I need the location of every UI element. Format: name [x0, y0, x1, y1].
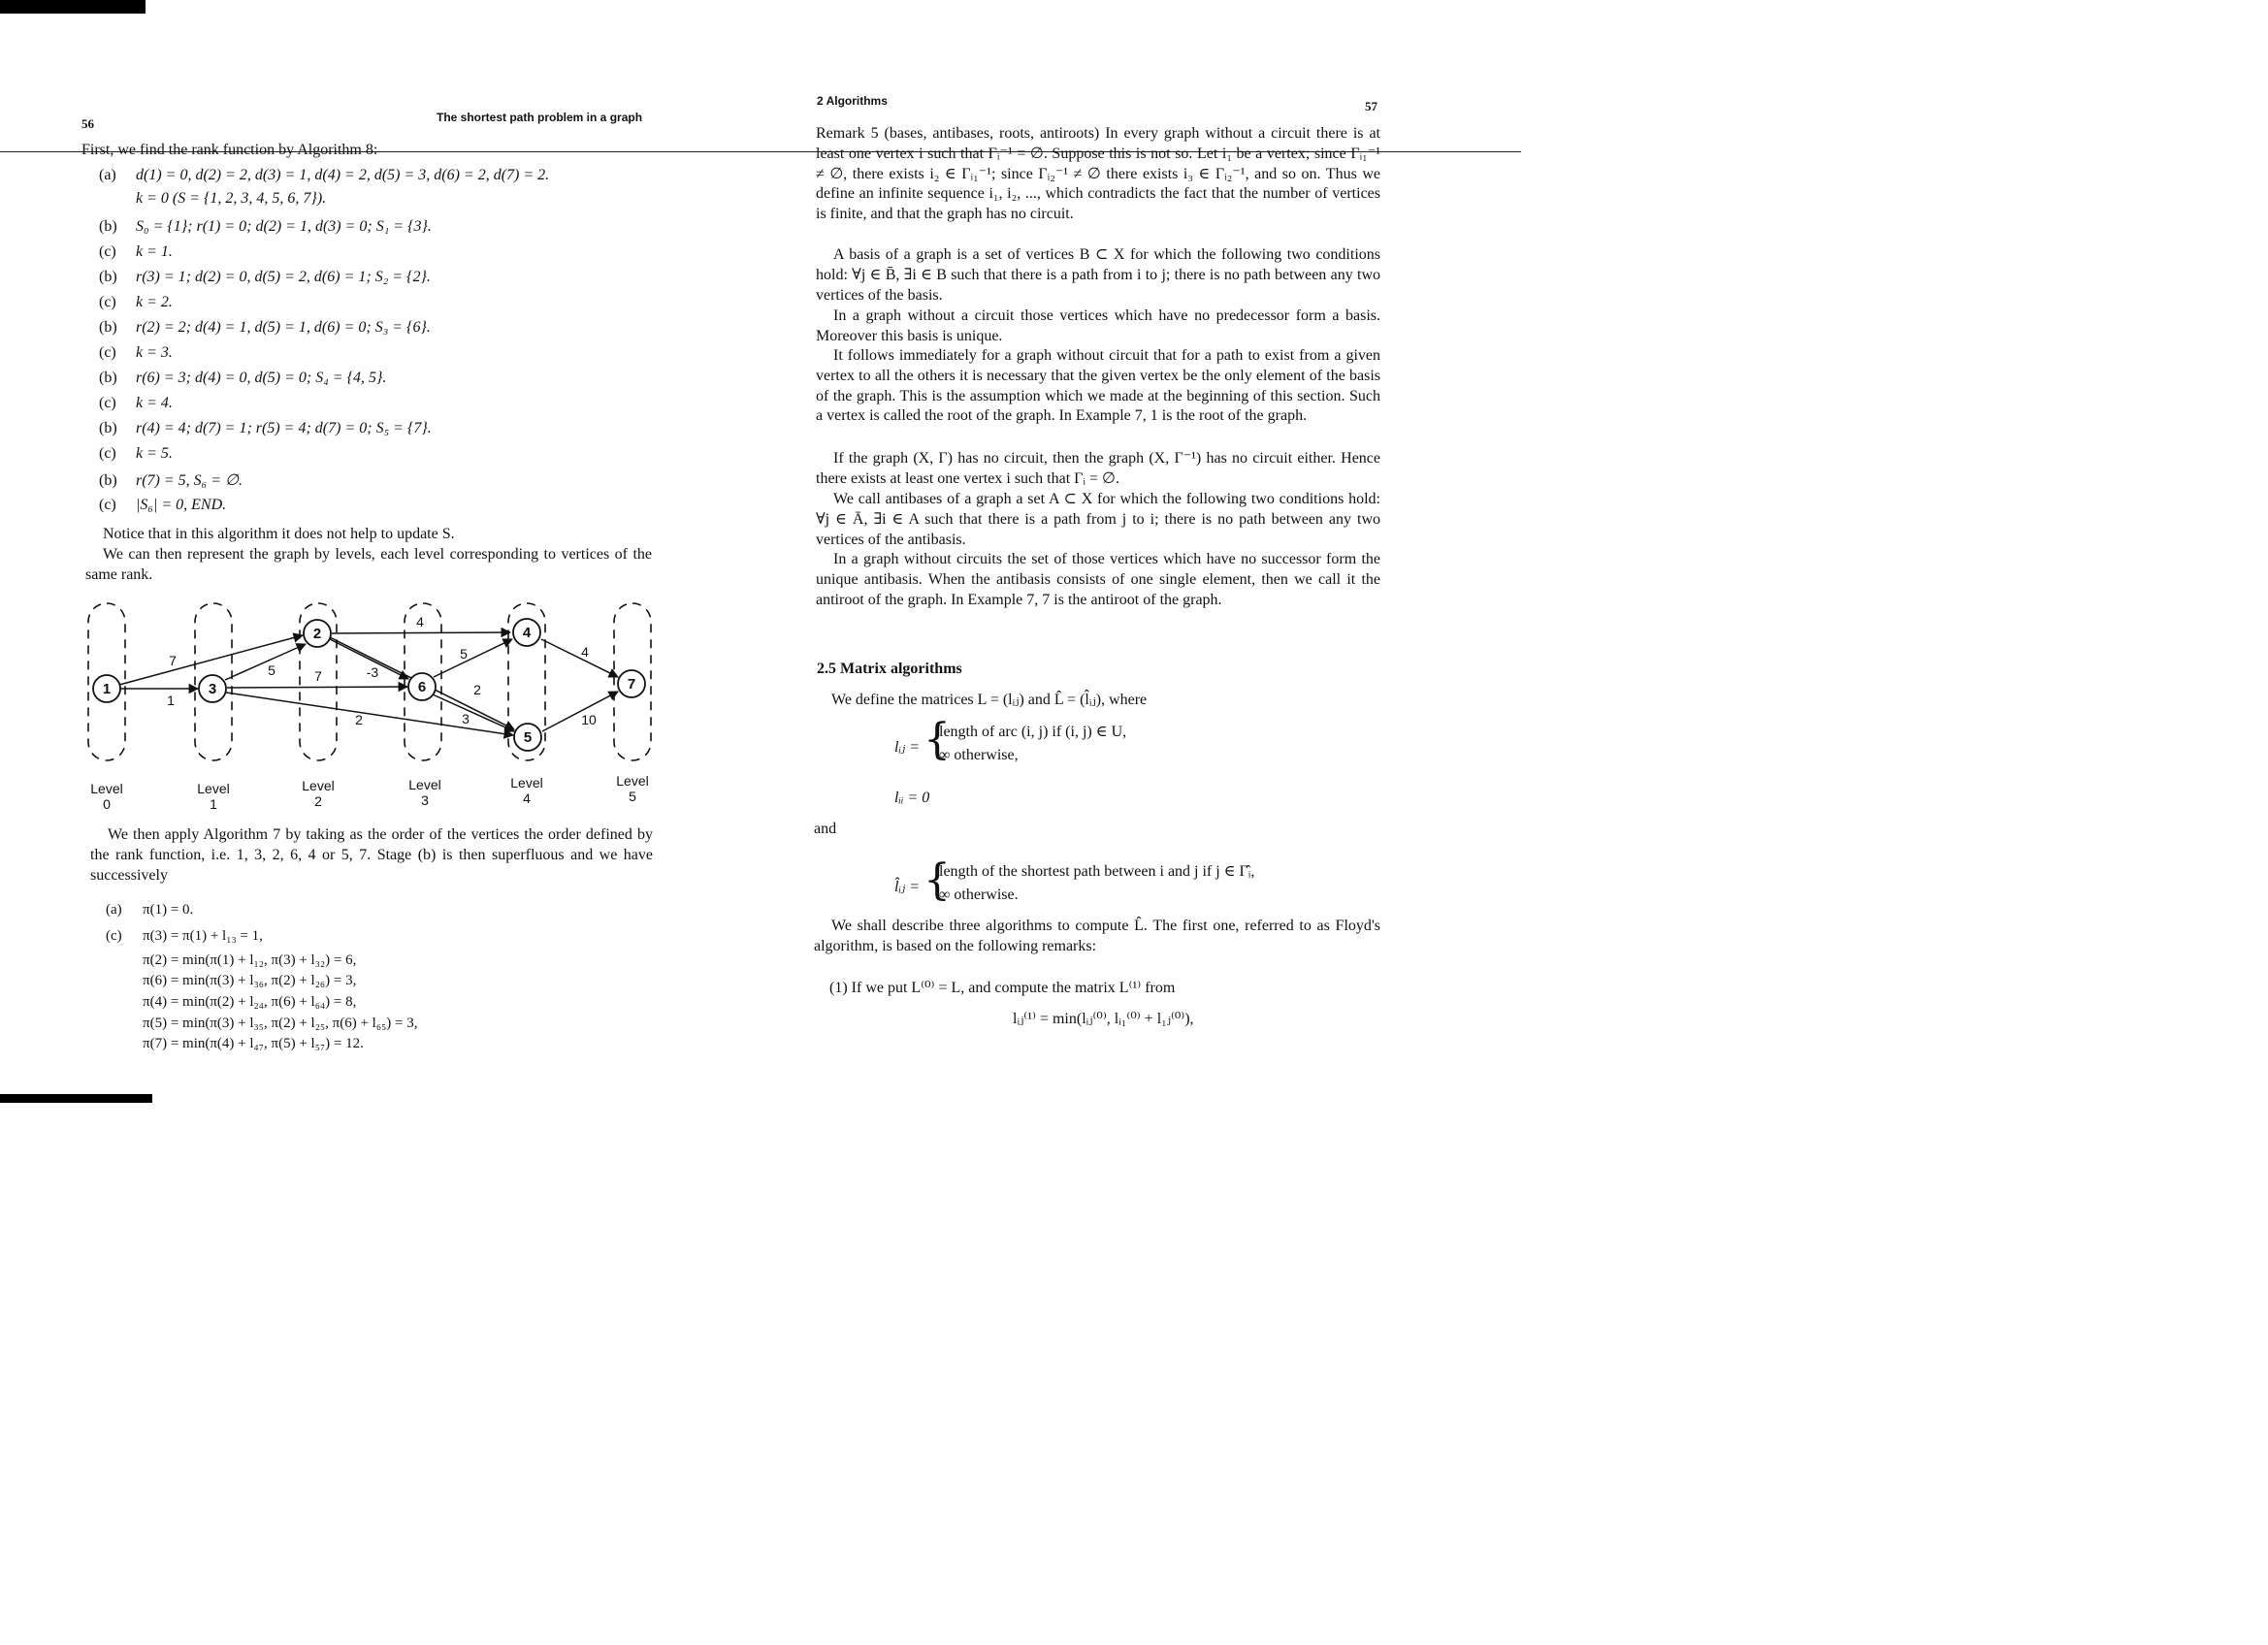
- edge-3-6: [227, 687, 407, 688]
- left-page-number: 56: [81, 116, 94, 131]
- edge-6-5: [433, 694, 514, 731]
- lij-lhs: lᵢⱼ =: [894, 739, 920, 756]
- step-row: (b) r(3) = 1; d(2) = 0, d(5) = 2, d(6) = 1; S₂ = {2}.: [99, 269, 431, 285]
- pi-step: (a) π(1) = 0.: [106, 902, 194, 918]
- edge-2-4: [332, 632, 510, 633]
- lhat-case-1: length of the shortest path between i and j if j ∈ Γ̂ᵢ,: [939, 863, 1255, 880]
- vertex-6-label: 6: [417, 679, 427, 695]
- edge-5-7: [542, 692, 618, 731]
- lhat-lhs: l̂ᵢⱼ =: [894, 879, 920, 895]
- vertex-4-label: 4: [522, 625, 532, 641]
- edge-3-2: [225, 644, 306, 680]
- level-4-title: Level: [510, 775, 543, 790]
- step-row: (b) r(2) = 2; d(4) = 1, d(5) = 1, d(6) = 0; S₃ = {6}.: [99, 319, 431, 336]
- scan-border-bottom-left: [0, 1094, 152, 1103]
- antibases-paragraph: We call antibases of a graph a set A ⊂ X for which the following two conditions hold: ∀j ∈ Ā, ∃i ∈ A such that there is a path from j to i; there is no path between any two vertices of the antibasis.: [816, 491, 1380, 548]
- lhat-brace: {: [923, 855, 951, 905]
- step-row: k = 0 (S = {1, 2, 3, 4, 5, 6, 7}).: [136, 190, 327, 207]
- weight-6-4: 5: [460, 646, 468, 661]
- right-page-number: 57: [1365, 99, 1377, 113]
- weight-1-3: 1: [167, 693, 175, 708]
- vertex-2-label: 2: [312, 626, 322, 642]
- lii-formula: lᵢᵢ = 0: [894, 790, 930, 806]
- pi-step: π(4) = min(π(2) + l₂₄, π(6) + l₆₄) = 8,: [143, 994, 357, 1010]
- weight-2-4: 4: [416, 614, 424, 629]
- level-graph-diagram: [81, 594, 664, 817]
- pi-step: (c) π(3) = π(1) + l₁₃ = 1,: [106, 928, 263, 944]
- edge-4-7: [541, 639, 618, 677]
- step-row: (b) r(6) = 3; d(4) = 0, d(5) = 0; S₄ = {4, 5}.: [99, 370, 387, 386]
- step-row: (b) S₀ = {1}; r(1) = 0; d(2) = 1, d(3) = 0; S₁ = {3}.: [99, 218, 432, 235]
- edge-6-4: [434, 639, 512, 677]
- algorithm8-steps: [99, 167, 662, 526]
- step-row: (c) k = 2.: [99, 294, 173, 310]
- level-3-title: Level: [408, 777, 441, 792]
- floyd-recurrence-formula: lᵢⱼ⁽¹⁾ = min(lᵢⱼ⁽⁰⁾, lᵢ₁⁽⁰⁾ + l₁ⱼ⁽⁰⁾),: [1013, 1011, 1194, 1027]
- pi-step: π(2) = min(π(1) + l₁₂, π(3) + l₃₂) = 6,: [143, 952, 357, 968]
- lij-case-1: length of arc (i, j) if (i, j) ∈ U,: [939, 724, 1127, 740]
- weight-1-2: 7: [169, 653, 177, 668]
- vertex-3-label: 3: [208, 681, 217, 697]
- pi-step: π(6) = min(π(3) + l₃₆, π(2) + l₂₆) = 3,: [143, 973, 357, 988]
- level-5-number: 5: [629, 789, 636, 804]
- weight-3-2: 5: [268, 662, 275, 678]
- weight-3-6: 7: [314, 668, 322, 684]
- level-0-title: Level: [90, 781, 123, 796]
- scan-border-top-left: [0, 0, 146, 14]
- level-1-title: Level: [197, 781, 230, 796]
- step-row: (c) k = 3.: [99, 344, 173, 361]
- level-0-number: 0: [103, 796, 111, 812]
- step-row: (b) r(7) = 5, S₆ = ∅.: [99, 472, 243, 489]
- level-2-title: Level: [302, 778, 335, 793]
- weight-6-5: 3: [462, 711, 470, 726]
- weight-2-6: -3: [366, 664, 379, 680]
- edge-3-5: [226, 693, 513, 735]
- step-row: (c) k = 4.: [99, 395, 173, 411]
- antiroot-paragraph: In a graph without circuits the set of those vertices which have no successor form the unique antibasis. When the antibasis consists of one single element, then we call it the antiroot of the graph. In Example 7, 7 is the antiroot of the graph.: [816, 551, 1380, 608]
- step-row: (c) |S₆| = 0, END.: [99, 497, 227, 513]
- root-paragraph: It follows immediately for a graph without circuit that for a path to exist from a given vertex to all the others it is necessary that the given vertex be the only element of the basis of the graph. This is the assumption which we made at the beginning of this section. Such a vertex is called the root of the graph. In Example 7, 1 is the root of the graph.: [816, 347, 1380, 425]
- weight-5-7: 10: [581, 712, 597, 727]
- basis-paragraph: A basis of a graph is a set of vertices B ⊂ X for which the following two conditions hold: ∀j ∈ B̄, ∃i ∈ B such that there is a path from i to j; there is no path between any two vertices of the basis.: [816, 246, 1380, 304]
- lij-brace: {: [923, 715, 951, 764]
- step-row: (a) d(1) = 0, d(2) = 2, d(3) = 1, d(4) = 2, d(5) = 3, d(6) = 2, d(7) = 2.: [99, 167, 550, 183]
- and-word: and: [814, 821, 837, 837]
- weight-4-7: 4: [581, 644, 589, 660]
- level-2-number: 2: [314, 793, 322, 809]
- step-row: (c) k = 5.: [99, 445, 173, 462]
- define-matrices-line: We define the matrices L = (lᵢⱼ) and L̂ = (l̂ᵢⱼ), where: [831, 692, 1148, 708]
- inverse-graph-paragraph: If the graph (X, Γ) has no circuit, then the graph (X, Γ⁻¹) has no circuit either. Hence there exists at least one vertex i such that Γᵢ = ∅.: [816, 450, 1380, 487]
- right-running-head: 2 Algorithms: [817, 94, 888, 108]
- lhat-case-2: ∞ otherwise.: [939, 887, 1019, 903]
- represent-paragraph: We can then represent the graph by levels, each level corresponding to vertices of the same rank.: [85, 546, 652, 583]
- three-algorithms-paragraph: We shall describe three algorithms to compute L̂. The first one, referred to as Floyd's algorithm, is based on the following remarks:: [814, 918, 1380, 954]
- step-row: (b) r(4) = 4; d(7) = 1; r(5) = 4; d(7) = 0; S₅ = {7}.: [99, 420, 432, 436]
- vertex-1-label: 1: [102, 681, 112, 697]
- level-3-number: 3: [421, 792, 429, 808]
- pi-step: π(7) = min(π(4) + l₄₇, π(5) + l₅₇) = 12.: [143, 1036, 364, 1051]
- left-running-head: The shortest path problem in a graph: [437, 111, 643, 124]
- remark-5-paragraph: Remark 5 (bases, antibases, roots, antiroots) In every graph without a circuit there is at least one vertex i such that Γᵢ⁻¹ = ∅. Suppose this is not so. Let i₁ be a vertex; since Γᵢ₁⁻¹ ≠ ∅, there exists i₂ ∈ Γᵢ₁⁻¹; since Γᵢ₂⁻¹ ≠ ∅ there exists i₃ ∈ Γᵢ₂⁻¹, and so on. Thus we define an infinite sequence i₁, i₂, ..., which contradicts the fact that the number of vertices is finite, and that the graph has no circuit.: [816, 125, 1380, 223]
- level-4-number: 4: [523, 790, 531, 806]
- vertex-7-label: 7: [627, 676, 636, 693]
- pi-steps: [106, 902, 649, 1057]
- apply-paragraph: We then apply Algorithm 7 by taking as the order of the vertices the order defined by the rank function, i.e. 1, 3, 2, 6, 4 or 5, 7. Stage (b) is then superfluous and we have successively: [90, 826, 653, 884]
- intro-line: First, we find the rank function by Algorithm 8:: [81, 142, 378, 158]
- step-row: (c) k = 1.: [99, 243, 173, 260]
- level-5-title: Level: [616, 773, 649, 789]
- basis-unique-paragraph: In a graph without a circuit those vertices which have no predecessor form a basis. Moreover this basis is unique.: [816, 307, 1380, 344]
- weight-2-5: 2: [473, 682, 481, 697]
- level-1-number: 1: [210, 796, 217, 812]
- weight-3-5: 2: [355, 712, 363, 727]
- pi-step: π(5) = min(π(3) + l₃₅, π(2) + l₂₅, π(6) + l₆₅) = 3,: [143, 1016, 418, 1031]
- notice-paragraph: Notice that in this algorithm it does not help to update S.: [103, 526, 455, 542]
- section-heading-2-5: 2.5 Matrix algorithms: [817, 661, 962, 677]
- vertex-5-label: 5: [523, 729, 533, 746]
- remark-1-line: (1) If we put L⁽⁰⁾ = L, and compute the matrix L⁽¹⁾ from: [829, 980, 1176, 996]
- lij-case-2: ∞ otherwise,: [939, 747, 1019, 763]
